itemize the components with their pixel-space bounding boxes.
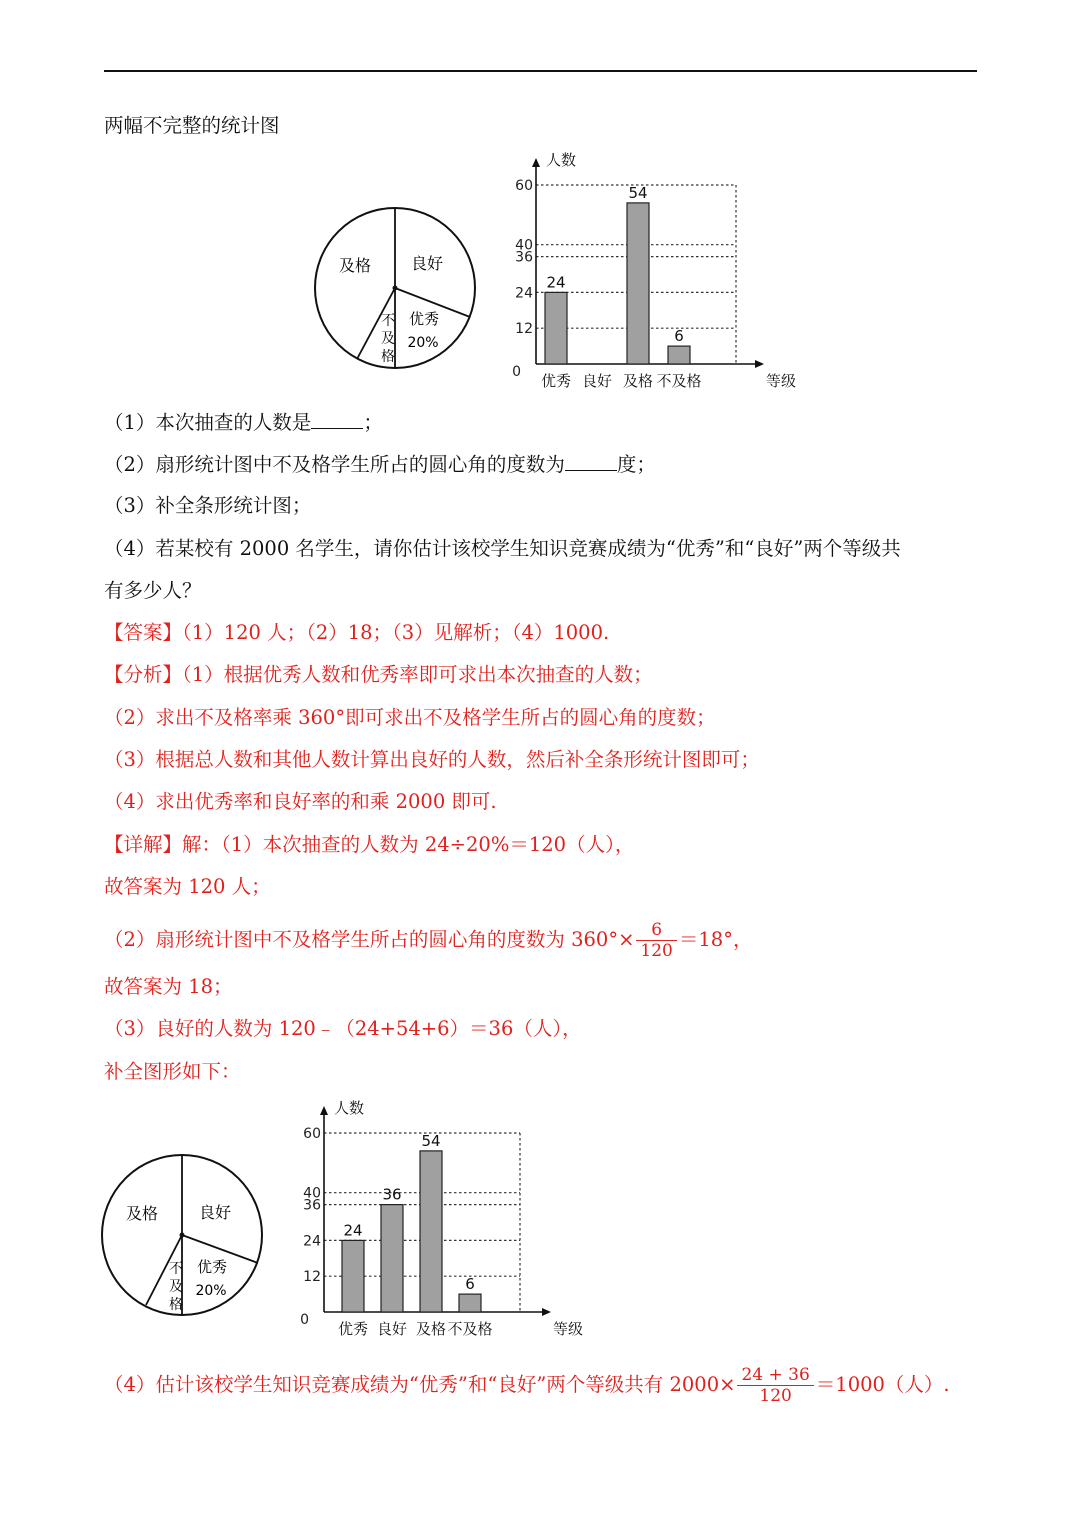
question-1-suffix: ； bbox=[363, 411, 383, 434]
x-axis-arrow-icon bbox=[755, 360, 764, 368]
pie-label-bujige-3: 格 bbox=[381, 349, 395, 365]
bar-优秀 bbox=[545, 292, 567, 364]
bar-value-label: 6 bbox=[674, 327, 684, 346]
pie-label-bujige-2: 及 bbox=[381, 331, 395, 347]
y-tick-label: 12 bbox=[303, 1269, 321, 1286]
pie-label-lianghao: 良好 bbox=[410, 254, 444, 273]
fraction-60-120 bbox=[737, 1365, 813, 1406]
bar-value-label: 36 bbox=[382, 1185, 402, 1204]
fraction-denominator: 120 bbox=[636, 940, 676, 961]
bar-value-label: 24 bbox=[546, 273, 566, 292]
pie-label-jige: 及格 bbox=[338, 256, 372, 275]
fraction-denominator: 120 bbox=[737, 1385, 813, 1406]
category-label: 良好 bbox=[376, 1320, 408, 1338]
pie-label-bujige-1: 不 bbox=[169, 1261, 183, 1277]
y-tick-label: 12 bbox=[515, 321, 533, 338]
answer-line bbox=[104, 620, 609, 646]
y-tick-label: 0 bbox=[300, 1312, 309, 1328]
detail-line-3 bbox=[104, 920, 752, 961]
pie-center bbox=[393, 286, 398, 291]
pie-label-youxiu-pct: 20% bbox=[195, 1283, 227, 1299]
answer-label: 【答案】 bbox=[104, 621, 183, 644]
pie-center bbox=[180, 1233, 185, 1238]
y-axis-arrow-icon bbox=[532, 158, 540, 167]
category-label: 优秀 bbox=[337, 1320, 369, 1338]
y-tick-label: 40 bbox=[303, 1185, 321, 1202]
category-label: 不及格 bbox=[447, 1320, 493, 1338]
y-axis-arrow-icon bbox=[320, 1106, 328, 1115]
detail-line-7 bbox=[104, 1365, 950, 1406]
y-tick-label: 60 bbox=[303, 1126, 321, 1142]
bar-value-label: 24 bbox=[343, 1221, 363, 1240]
y-tick-label: 40 bbox=[515, 237, 533, 254]
y-axis-title: 人数 bbox=[334, 1099, 365, 1117]
detail-line-2: 故答案为 120 人； bbox=[104, 875, 271, 898]
pie-label-jige: 及格 bbox=[125, 1204, 159, 1223]
x-axis-title: 等级 bbox=[765, 372, 797, 390]
detail-line-1 bbox=[104, 832, 634, 858]
detail-line-6: 补全图形如下： bbox=[104, 1060, 241, 1083]
answer-blank-2[interactable] bbox=[565, 451, 617, 471]
detail-line-7-result: ＝1000（人）. bbox=[815, 1373, 950, 1396]
bar-value-label: 6 bbox=[465, 1275, 475, 1294]
category-label: 良好 bbox=[581, 372, 613, 390]
bar-value-label: 54 bbox=[421, 1131, 441, 1150]
pie-chart-2 bbox=[102, 1155, 262, 1315]
question-4-line2: 有多少人？ bbox=[104, 579, 202, 602]
pie-label-youxiu: 优秀 bbox=[408, 310, 440, 328]
fraction-numerator: 6 bbox=[651, 920, 663, 940]
question-1 bbox=[104, 409, 383, 436]
bar-不及格 bbox=[459, 1294, 481, 1312]
question-1-text: （1）本次抽查的人数是 bbox=[104, 411, 312, 434]
detail-line-7-text: （4）估计该校学生知识竞赛成绩为“优秀”和“良好”两个等级共有 2000× bbox=[104, 1373, 736, 1396]
bar-良好 bbox=[381, 1205, 403, 1312]
analysis-line-3: （3）根据总人数和其他人数计算出良好的人数，然后补全条形统计图即可； bbox=[104, 748, 760, 771]
category-label: 及格 bbox=[415, 1320, 447, 1338]
figure-2 bbox=[95, 1093, 584, 1343]
analysis-label: 【分析】 bbox=[104, 663, 183, 686]
pie-label-youxiu: 优秀 bbox=[196, 1258, 228, 1276]
answer-blank-1[interactable] bbox=[311, 409, 363, 429]
question-4-line1: （4）若某校有 2000 名学生，请你估计该校学生知识竞赛成绩为“优秀”和“良好”两个等级共 bbox=[104, 537, 901, 560]
detail-line-3-text: （2）扇形统计图中不及格学生所占的圆心角的度数为 360°× bbox=[104, 928, 635, 951]
y-tick-label: 24 bbox=[515, 285, 533, 302]
question-2-suffix: 度； bbox=[616, 453, 656, 476]
intro-text: 两幅不完整的统计图 bbox=[104, 114, 280, 137]
header-rule bbox=[104, 70, 977, 72]
question-2 bbox=[104, 451, 656, 478]
x-axis-arrow-icon bbox=[542, 1308, 551, 1316]
analysis-line-4: （4）求出优秀率和良好率的和乘 2000 即可. bbox=[104, 790, 497, 813]
bar-及格 bbox=[420, 1151, 442, 1312]
x-axis-title: 等级 bbox=[552, 1320, 584, 1338]
y-tick-label: 24 bbox=[303, 1233, 321, 1250]
fraction-6-120 bbox=[636, 920, 676, 961]
pie-label-youxiu-pct: 20% bbox=[407, 335, 439, 351]
detail-text: 解：（1）本次抽查的人数为 24÷20%＝120（人）， bbox=[182, 833, 635, 856]
category-label: 优秀 bbox=[540, 372, 572, 390]
detail-line-5: （3）良好的人数为 120﹣（24+54+6）＝36（人）， bbox=[104, 1017, 582, 1040]
y-tick-label: 36 bbox=[303, 1197, 321, 1214]
analysis-text: （1）根据优秀人数和优秀率即可求出本次抽查的人数； bbox=[182, 663, 653, 686]
fraction-numerator: 24 + 36 bbox=[741, 1365, 810, 1385]
question-2-text: （2）扇形统计图中不及格学生所占的圆心角的度数为 bbox=[104, 453, 565, 476]
analysis-line-1 bbox=[104, 662, 653, 688]
category-label: 不及格 bbox=[656, 372, 702, 390]
figure-1 bbox=[300, 145, 797, 395]
detail-line-4: 故答案为 18； bbox=[104, 975, 233, 998]
pie-label-bujige-1: 不 bbox=[381, 313, 395, 329]
bar-value-label: 54 bbox=[628, 183, 648, 202]
question-3: （3）补全条形统计图； bbox=[104, 494, 312, 517]
y-tick-label: 36 bbox=[515, 249, 533, 266]
y-tick-label: 60 bbox=[515, 178, 533, 194]
analysis-line-2: （2）求出不及格率乘 360°即可求出不及格学生所占的圆心角的度数； bbox=[104, 706, 716, 729]
pie-label-bujige-3: 格 bbox=[169, 1297, 183, 1313]
bar-chart-1 bbox=[512, 151, 796, 390]
detail-line-3-result: ＝18°， bbox=[678, 928, 753, 951]
detail-label: 【详解】 bbox=[104, 833, 183, 856]
bar-及格 bbox=[627, 203, 649, 364]
answer-text: （1）120 人；（2）18；（3）见解析；（4）1000. bbox=[182, 621, 610, 644]
pie-label-bujige-2: 及 bbox=[169, 1279, 183, 1295]
category-label: 及格 bbox=[622, 372, 654, 390]
pie-label-lianghao: 良好 bbox=[198, 1203, 232, 1222]
bar-chart-2 bbox=[300, 1099, 583, 1338]
bar-优秀 bbox=[342, 1240, 364, 1312]
bar-不及格 bbox=[668, 346, 690, 364]
y-tick-label: 0 bbox=[512, 364, 521, 380]
pie-chart-1 bbox=[315, 208, 475, 368]
y-axis-title: 人数 bbox=[546, 151, 577, 169]
